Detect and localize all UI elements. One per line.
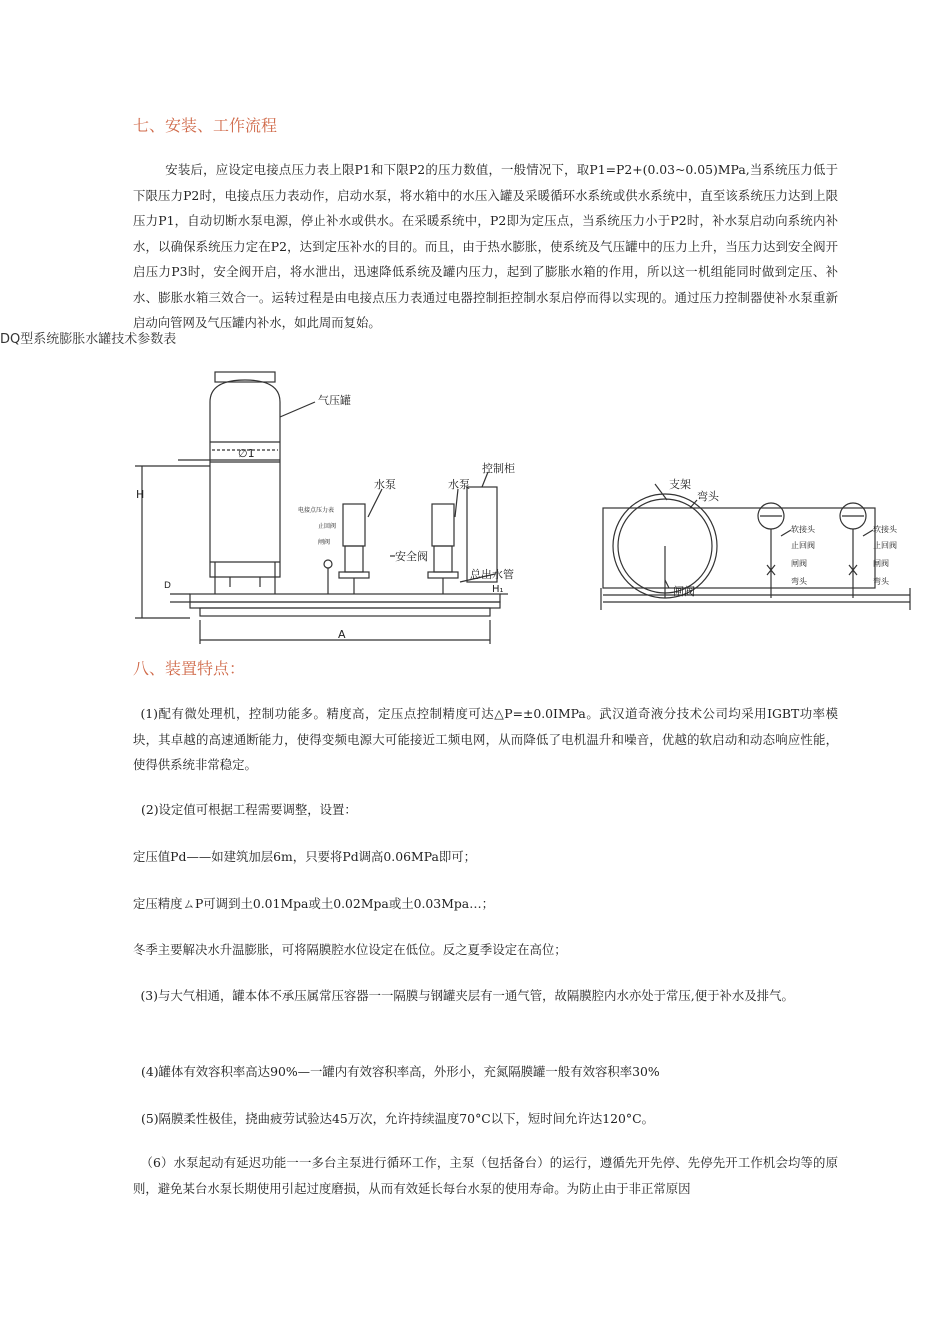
r2-label-right: 止回阀	[873, 541, 897, 550]
r1-label-left: 软接头	[791, 525, 815, 534]
d-dim-label: D	[164, 581, 171, 591]
check-valve-label: 止回阀	[318, 523, 337, 530]
feature-5: (5)隔膜柔性极佳，挠曲疲劳试验达45万次，允许持续温度70°C以下，短时间允许达120°C。	[141, 1111, 654, 1126]
feature-4: (4)罐体有效容积率高达90%—一罐内有效容积率高，外形小，充氮隔膜罐一般有效容积率30%	[141, 1064, 660, 1079]
diameter-label: ∅1	[238, 447, 255, 460]
r3-label-right: 闸阀	[873, 559, 889, 568]
safety-valve-label: 安全阀	[395, 550, 428, 563]
equipment-elevation-diagram	[130, 362, 515, 652]
h1-dim-label: H₁	[492, 584, 504, 595]
equipment-plan-diagram	[595, 470, 915, 620]
outlet-label: 总出水管	[470, 568, 514, 581]
height-dim-label: H	[136, 488, 145, 501]
control-cabinet-label: 控制柜	[482, 462, 515, 475]
setting-season: 冬季主要解决水升温膨胀，可将隔膜腔水位设定在低位。反之夏季设定在高位；	[133, 942, 567, 957]
setting-pd: 定压值Pd——如建筑加层6m，只要将Pd调高0.06MPa即可；	[133, 849, 477, 864]
setting-precision: 定压精度ㄙP可调到土0.01Mpa或土0.02Mpa或土0.03Mpa…；	[133, 896, 494, 911]
cut-off-caption: DQ型系统膨胀水罐技术参数表	[0, 332, 177, 347]
feature-1: (1)配有微处理机，控制功能多。精度高，定压点控制精度可达△P=±0.0IMPa。武汉道奇液分技术公司均采用IGBT功率模块，其卓越的高速通断能力，使得变频电源大可能接近工频电网，从而降低了电机温升和噪音，优越的软启动和动态响应性能，使得供系统非常稳定。	[133, 706, 838, 772]
feature-3: (3)与大气相通，罐本体不承压属常压容器一一隔膜与钢罐夹层有一通气管，故隔膜腔内水亦处于常压,便于补水及排气。	[140, 988, 794, 1003]
elbow-label: 弯头	[697, 490, 719, 503]
pump1-label: 水泵	[374, 478, 396, 491]
r3-label-left: 闸阀	[791, 559, 807, 568]
feature-2: (2)设定值可根据工程需要调整，设置：	[141, 802, 357, 817]
gauge-label: 电接点压力表	[298, 507, 335, 514]
feature-6: （6）水泵起动有延迟功能一一多台主泵进行循环工作，主泵（包括备台）的运行，遵循先开先停、先停先开工作机会均等的原则，避免某台水泵长期使用引起过度磨损，从而有效延长每台水泵的使用寿命。为防止由于非正常原因	[133, 1155, 838, 1196]
section-7-body: 安装后，应设定电接点压力表上限P1和下限P2的压力数值，一般情况下，取P1=P2+(0.03~0.05)MPa,当系统压力低于下限压力P2时，电接点压力表动作，启动水泵，将水箱中的水压入罐及采暖循环水系统或供水系统中，直至该系统压力达到上限压力P1，自动切断水泵电源，停止补水或供水。在采暖系统中，P2即为定压点，当系统压力小于P2时，补水泵启动向系统内补水，以确保系统压力定在P2，达到定压补水的目的。而且，由于热水膨胀，使系统及气压罐中的压力上升，当压力达到安全阀开启压力P3时，安全阀开启，将水泄出，迅速降低系统及罐内压力，起到了膨胀水箱的作用，所以这一机组能同时做到定压、补水、膨胀水箱三效合一。运转过程是由电接点压力表通过电器控制拒控制水泵启停而得以实现的。通过压力控制器使补水泵重新启动向管网及气压罐内补水，如此周而复始。	[133, 162, 838, 330]
section-7-title: 七、安装、工作流程	[133, 116, 278, 135]
pump2-label: 水泵	[448, 478, 470, 491]
r1-label-right: 软接头	[873, 525, 897, 534]
gate-label: 闸阀	[673, 585, 695, 598]
r4-label-left: 弯头	[791, 577, 807, 586]
r4-label-right: 弯头	[873, 577, 889, 586]
r2-label-left: 止回阀	[791, 541, 815, 550]
tank-label: 气压罐	[318, 394, 351, 407]
section-8-title: 八、装置特点：	[133, 659, 246, 678]
support-label: 支架	[669, 478, 691, 491]
length-dim-label: A	[338, 628, 346, 641]
gate-valve-label: 闸阀	[318, 539, 331, 546]
